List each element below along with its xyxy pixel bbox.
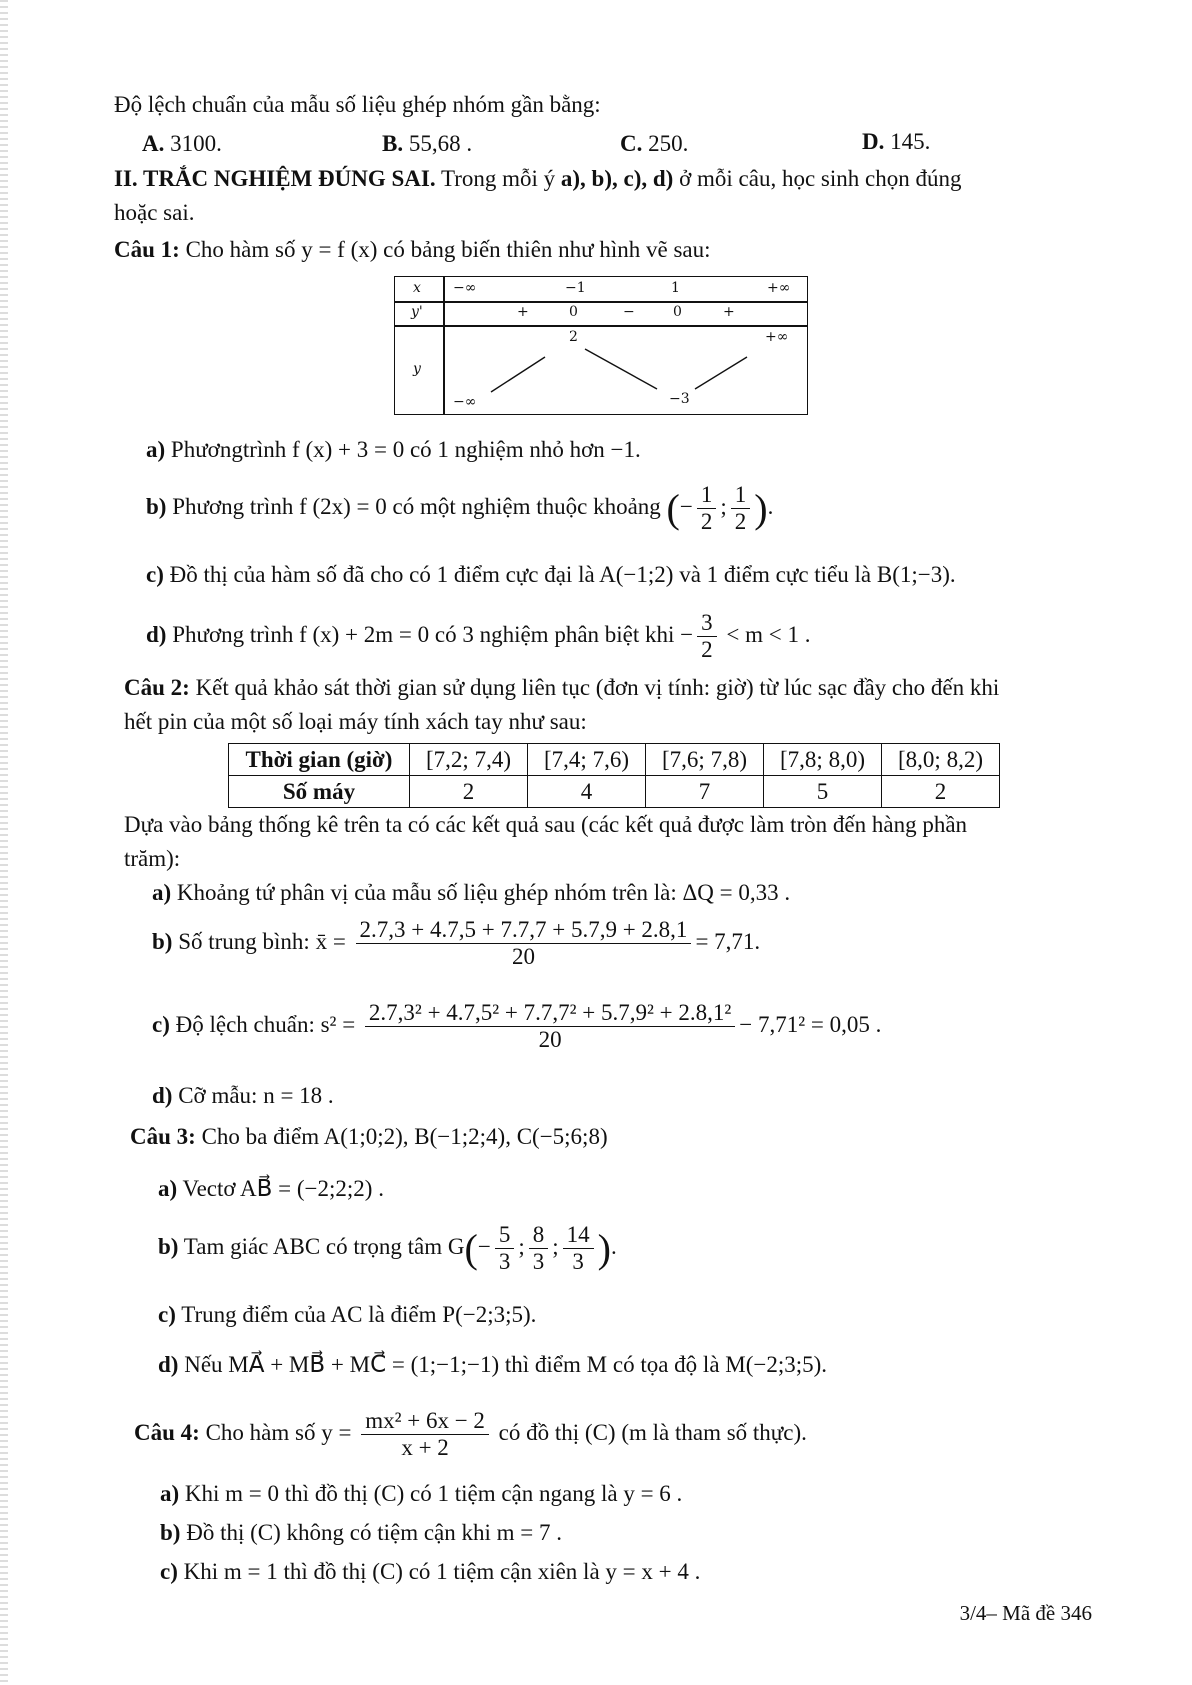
q3-item-c: c) Trung điểm của AC là điểm P(−2;3;5). (158, 1302, 537, 1327)
vt-sign: + (517, 304, 529, 320)
q4-item-a: a) Khi m = 0 thì đồ thị (C) có 1 tiệm cận ngang là y = 6 . (160, 1481, 683, 1506)
vt-sign: 0 (569, 304, 578, 320)
q2-intro-line2: trăm): (124, 846, 181, 871)
q1-item-b: b) Phương trình f (2x) = 0 có một nghiệm thuộc khoảng (− $\frac{1}{2}$ ; $\frac{1}{2}$ ). (146, 482, 774, 534)
vt-y-left: −∞ (453, 394, 477, 410)
table-cell: 4 (528, 776, 646, 808)
option-a: A. 3100. (142, 131, 222, 156)
q2-stem-line2: hết pin của một số loại máy tính xách tay như sau: (124, 709, 587, 734)
option-c: C. 250. (620, 131, 689, 156)
q3-item-d: d) Nếu MA⃗ + MB⃗ + MC⃗ = (1;−1;−1) thì điểm M có tọa độ là M(−2;3;5). (158, 1352, 828, 1377)
table-header-cell: Thời gian (giờ) (229, 744, 410, 776)
vt-yprime-label: y' (411, 304, 423, 320)
q4-item-b: b) Đồ thị (C) không có tiệm cận khi m = 7 . (160, 1520, 563, 1545)
q1-item-c: c) Đồ thị của hàm số đã cho có 1 điểm cực đại là A(−1;2) và 1 điểm cực tiểu là B(1;−3). (146, 562, 956, 587)
table-header-cell: [7,2; 7,4) (410, 744, 528, 776)
q2-item-b: b) Số trung bình: x̄ = $\frac{2.7,3 + 4.7,5 + 7.7,7 + 5.7,9 + 2.8,1}{20}$ = 7,71. (152, 917, 761, 969)
vt-y-right: +∞ (765, 329, 789, 345)
variation-table (394, 276, 808, 415)
q2-item-c: c) Độ lệch chuẩn: s² = $\frac{\text{2.7,3² + 4.7,5² + 7.7,7² + 5.7,9² + 2.8,1²}}{20}$ − 7,71² = 0,05 . (152, 1000, 882, 1052)
frequency-table (228, 743, 1000, 808)
q2-item-a: a) Khoảng tứ phân vị của mẫu số liệu ghép nhóm trên là: ΔQ = 0,33 . (152, 880, 791, 905)
q2-intro: Dựa vào bảng thống kê trên ta có các kết quả sau (các kết quả được làm tròn đến hàng phần (124, 812, 968, 837)
table-cell: Số máy (229, 776, 410, 808)
vt-y-min: −3 (669, 391, 690, 407)
vt-y-max: 2 (569, 329, 578, 345)
table-header-cell: [7,8; 8,0) (764, 744, 882, 776)
q1-stem: Câu 1: Cho hàm số y = f (x) có bảng biến thiên như hình vẽ sau: (114, 237, 711, 262)
vt-x-value: −1 (565, 280, 586, 296)
vt-x-label: x (413, 280, 421, 296)
table-header-cell: [8,0; 8,2) (882, 744, 1000, 776)
section-heading-line2: hoặc sai. (114, 200, 195, 225)
vt-sign: − (623, 304, 635, 320)
table-cell: 7 (646, 776, 764, 808)
vt-x-value: 1 (671, 280, 680, 296)
table-row (229, 776, 1000, 808)
q3-item-a: a) Vectơ AB⃗ = (−2;2;2) . (158, 1176, 384, 1201)
page-footer: 3/4– Mã đề 346 (959, 1601, 1092, 1625)
table-header-cell: [7,6; 7,8) (646, 744, 764, 776)
q4-stem: Câu 4: Cho hàm số y = $\frac{\text{mx² + 6x − 2}}{x + 2}$ có đồ thị (C) (m là tham số thực). (134, 1408, 807, 1460)
prev-question-stem: Độ lệch chuẩn của mẫu số liệu ghép nhóm gần bằng: (114, 92, 601, 117)
vt-x-value: +∞ (767, 280, 791, 296)
vt-arrows (395, 277, 807, 414)
table-cell: 2 (410, 776, 528, 808)
option-b: B. 55,68 . (382, 131, 473, 156)
vt-sign: + (723, 304, 735, 320)
option-d: D. 145. (862, 129, 931, 154)
vt-x-value: −∞ (453, 280, 477, 296)
q4-item-c: c) Khi m = 1 thì đồ thị (C) có 1 tiệm cận xiên là y = x + 4 . (160, 1559, 701, 1584)
q2-stem: Câu 2: Kết quả khảo sát thời gian sử dụng liên tục (đơn vị tính: giờ) từ lúc sạc đầy cho đến khi (124, 675, 1000, 700)
q1-item-d: d) Phương trình f (x) + 2m = 0 có 3 nghiệm phân biệt khi − $\frac{3}{2}$ < m < 1 . (146, 610, 811, 662)
vt-sign: 0 (673, 304, 682, 320)
q3-item-b: b) Tam giác ABC có trọng tâm G(− $\frac{5}{3}$ ; $\frac{8}{3}$ ; $\frac{14}{3}$ ). (158, 1222, 617, 1274)
q1-item-a: a) Phươngtrình f (x) + 3 = 0 có 1 nghiệm nhỏ hơn −1. (146, 437, 641, 462)
table-row (229, 744, 1000, 776)
vt-y-label: y (413, 361, 421, 377)
table-cell: 5 (764, 776, 882, 808)
table-cell: 2 (882, 776, 1000, 808)
q2-item-d: d) Cỡ mẫu: n = 18 . (152, 1083, 334, 1108)
section-heading: II. TRẮC NGHIỆM ĐÚNG SAI. Trong mỗi ý a), b), c), d) ở mỗi câu, học sinh chọn đúng (114, 166, 962, 191)
table-header-cell: [7,4; 7,6) (528, 744, 646, 776)
q3-stem: Câu 3: Cho ba điểm A(1;0;2), B(−1;2;4), C(−5;6;8) (130, 1124, 608, 1149)
